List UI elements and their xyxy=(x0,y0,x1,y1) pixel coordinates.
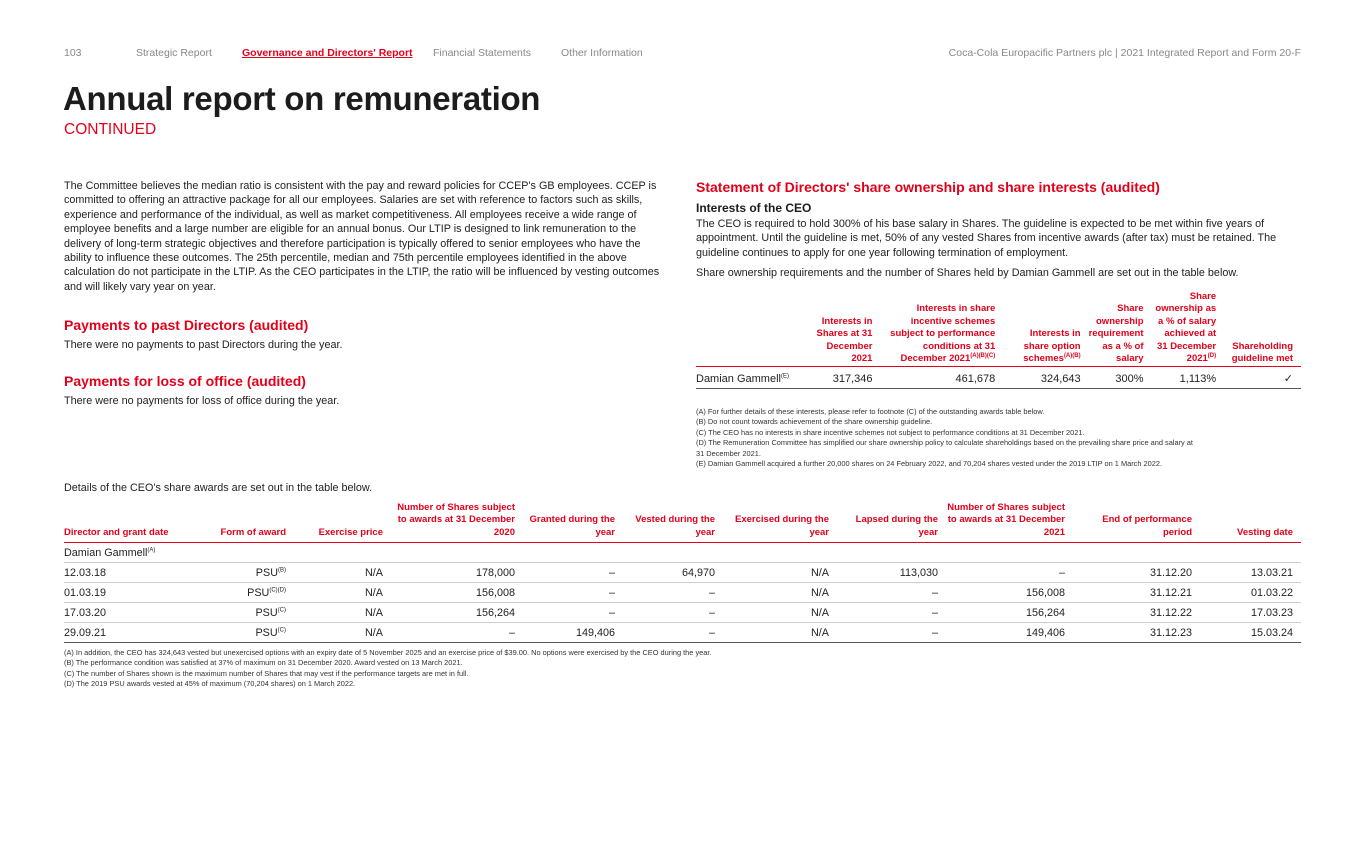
page-subtitle: CONTINUED xyxy=(64,121,157,138)
nav-financial-statements[interactable]: Financial Statements xyxy=(433,47,532,59)
share-awards-table xyxy=(64,502,1301,643)
table-cell: 461,678 xyxy=(880,367,1003,389)
director-name: Damian Gammell$^{(A)}$ xyxy=(64,543,1301,563)
footnote: (D) The Remuneration Committee has simplified our share ownership policy to calculate shareholdings based on the prevailing share price and salary at xyxy=(696,438,1193,448)
left-column xyxy=(64,179,670,408)
table-row xyxy=(696,367,1301,389)
intro-paragraph: The Committee believes the median ratio is consistent with the pay and reward policies for CCEP's GB employees. CCEP is committed to offering an attractive package for all our employees. Salaries are set with reference to factors such as skills, experience and performance of the individual, as well as market competitiveness. All employees receive a wide range of employee benefits and a large number are eligible for an annual bonus. Our LTIP is designed to link remuneration to the delivery of long-term strategic objectives and therefore participation is typically offered to senior employees who have the ability to influence these outcomes. The 25th percentile, median and 75th percentile employees identified in the above calculation do not participate in the LTIP. As the CEO participates in the LTIP, the ratio will be influenced by vesting outcomes and will likely vary year on year. xyxy=(64,180,660,293)
page-number: 103 xyxy=(64,47,82,59)
footnote: (C) The number of Shares shown is the maximum number of Shares that may vest if the performance targets are met in full. xyxy=(64,668,469,678)
column-header: Number of Shares subject to awards at 31 December 2021 xyxy=(946,502,1073,543)
footnote: (D) The 2019 PSU awards vested at 45% of maximum (70,204 shares) on 1 March 2022. xyxy=(64,679,356,689)
table-row: 29.09.21 $PSU^{(C)}$ N/A – 149,406 – N/A – 149,406 31.12.23 15.03.24 xyxy=(64,623,1301,643)
footnote: (B) The performance condition was satisfied at 37% of maximum on 31 December 2020. Award vested on 13 March 2021. xyxy=(64,658,463,668)
column-header: Share ownership as a % of salary achieved at 31 December $2021^{(D)}$ xyxy=(1152,291,1225,367)
column-header: Exercised during the year xyxy=(723,502,837,543)
column-header: Exercise price xyxy=(294,502,391,543)
awards-intro: Details of the CEO's share awards are set out in the table below. xyxy=(64,482,373,494)
footnote: (B) Do not count towards achievement of the share ownership guideline. xyxy=(696,417,933,427)
page-title: Annual report on remuneration xyxy=(63,80,541,117)
column-header xyxy=(696,291,805,367)
footnote: (A) For further details of these interests, please refer to footnote (C) of the outstanding awards table below. xyxy=(696,407,1045,416)
director-name: Damian Gammell$^{(E)}$ xyxy=(696,367,805,389)
table-row: 17.03.20 $PSU^{(C)}$ N/A 156,264 – – N/A – 156,264 31.12.22 17.03.23 xyxy=(64,603,1301,623)
guideline-met-check: ✓ xyxy=(1224,367,1301,389)
table-cell: 324,643 xyxy=(1003,367,1088,389)
footnote: (E) Damian Gammell acquired a further 20,000 shares on 24 February 2022, and 70,204 shares vested under the 2019 LTIP on 1 March 2022. xyxy=(696,459,1163,469)
nav-other-information[interactable]: Other Information xyxy=(561,47,643,59)
column-header: Shareholding guideline met xyxy=(1224,291,1301,367)
table-row: 01.03.19 $PSU^{(C)(D)}$ N/A 156,008 – – N/A – 156,008 31.12.21 01.03.22 xyxy=(64,583,1301,603)
past-directors-text: There were no payments to past Directors during the year. xyxy=(64,339,343,352)
share-ownership-table xyxy=(696,291,1301,389)
column-header: Interests in Shares at 31 December 2021 xyxy=(805,291,881,367)
director-row xyxy=(64,543,1301,563)
ceo-requirement-paragraph: The CEO is required to hold 300% of his base salary in Shares. The guideline is expected to be met within five years of appointment. Until the guideline is met, 50% of any vested Shares from incentive awards (after tax) must be retained. The guideline continues to apply for one year following termination of employment. xyxy=(696,218,1277,259)
column-header: Interests in share incentive schemes subject to performance conditions at 31 December $2021^{(A)(B)(C)}$ xyxy=(880,291,1003,367)
top-navigation xyxy=(64,47,1301,61)
loss-office-text: There were no payments for loss of office during the year. xyxy=(64,394,340,407)
column-header: End of performance period xyxy=(1073,502,1200,543)
nav-governance-report[interactable]: Governance and Directors' Report xyxy=(242,47,413,59)
column-header: Director and grant date xyxy=(64,502,204,543)
table-cell: 1,113% xyxy=(1152,367,1225,389)
nav-strategic-report[interactable]: Strategic Report xyxy=(136,47,212,59)
ceo-interests-heading: Interests of the CEO xyxy=(696,201,812,215)
column-header: Share ownership requirement as a % of salary xyxy=(1089,291,1152,367)
table-row: 12.03.18 $PSU^{(B)}$ N/A 178,000 – 64,970 N/A 113,030 – 31.12.20 13.03.21 xyxy=(64,563,1301,583)
footnote: (A) In addition, the CEO has 324,643 vested but unexercised options with an expiry date of 5 November 2025 and an exercise price of $39.00. No options were exercised by the CEO during the year. xyxy=(64,648,712,657)
column-header: Vesting date xyxy=(1200,502,1301,543)
ownership-footnotes xyxy=(696,407,1302,469)
footnote: (C) The CEO has no interests in share incentive schemes not subject to performance conditions at 31 December 2021. xyxy=(696,427,1085,437)
column-header: Lapsed during the year xyxy=(837,502,946,543)
column-header: Interests in share option schemes$^{(A)(B)}$ xyxy=(1003,291,1088,367)
past-directors-heading: Payments to past Directors (audited) xyxy=(64,317,309,334)
right-column xyxy=(696,179,1302,281)
column-header: Number of Shares subject to awards at 31 December 2020 xyxy=(391,502,523,543)
footnote: 31 December 2021. xyxy=(696,448,761,458)
column-header: Form of award xyxy=(204,502,294,543)
column-header: Vested during the year xyxy=(623,502,723,543)
ownership-intro-paragraph: Share ownership requirements and the number of Shares held by Damian Gammell are set out in the table below. xyxy=(696,267,1239,280)
awards-footnotes xyxy=(64,648,1301,690)
share-ownership-heading: Statement of Directors' share ownership and share interests (audited) xyxy=(696,179,1160,195)
table-header-row xyxy=(696,291,1301,367)
publication-title: Coca-Cola Europacific Partners plc | 2021 Integrated Report and Form 20-F xyxy=(948,47,1301,59)
loss-office-heading: Payments for loss of office (audited) xyxy=(64,372,306,389)
table-cell: 300% xyxy=(1089,367,1152,389)
column-header: Granted during the year xyxy=(523,502,623,543)
table-header-row xyxy=(64,502,1301,543)
table-cell: 317,346 xyxy=(805,367,881,389)
